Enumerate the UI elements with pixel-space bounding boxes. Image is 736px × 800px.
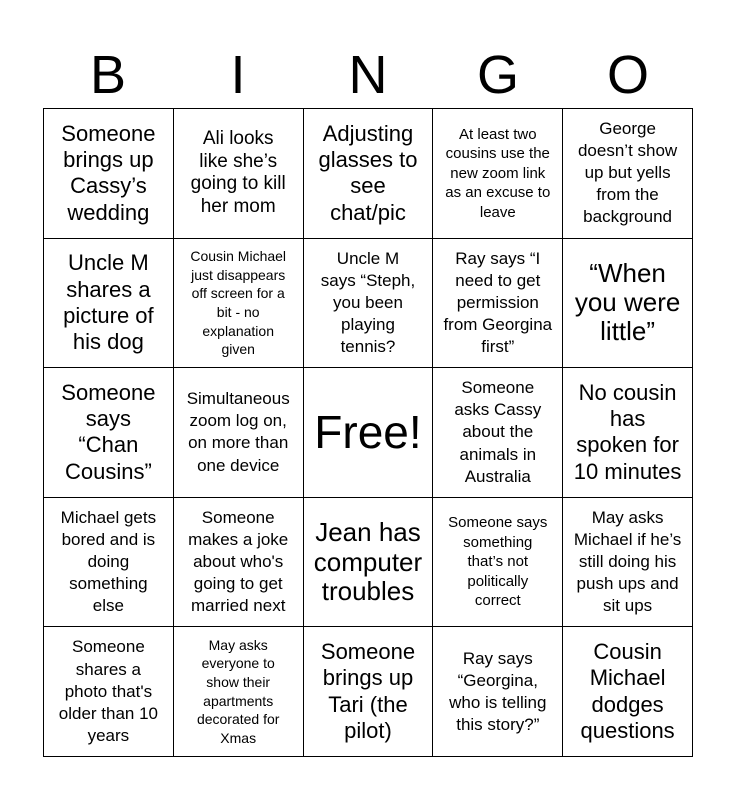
bingo-cell[interactable]: [44, 239, 174, 369]
bingo-cell[interactable]: [433, 109, 563, 239]
bingo-cell-text: George doesn’t show up but yells from the background: [577, 119, 678, 227]
bingo-cell-text: May asks Michael if he’s still doing his push ups and sit ups: [573, 507, 682, 616]
bingo-cell-text: Free!: [314, 406, 422, 459]
bingo-cell[interactable]: [563, 498, 693, 628]
bingo-cell[interactable]: [563, 109, 693, 239]
bingo-free-space[interactable]: [304, 368, 434, 498]
bingo-cell[interactable]: [44, 627, 174, 757]
bingo-cell-text: Simultaneous zoom log on, on more than one device: [186, 389, 290, 475]
bingo-cell-text: Someone says something that’s not politically correct: [448, 514, 548, 610]
bingo-cell-text: May asks everyone to show their apartments decorated for Xmas: [196, 636, 280, 746]
bingo-cell[interactable]: [433, 368, 563, 498]
bingo-cell[interactable]: [304, 627, 434, 757]
bingo-cell-text: At least two cousins use the new zoom link as an excuse to leave: [445, 125, 551, 221]
header-letter-o: O: [606, 45, 649, 105]
bingo-cell[interactable]: [563, 627, 693, 757]
bingo-cell-text: Adjusting glasses to see chat/pic: [318, 120, 418, 225]
bingo-cell-text: Michael gets bored and is doing something else: [60, 507, 157, 616]
bingo-cell[interactable]: [174, 368, 304, 498]
bingo-grid: [43, 108, 693, 757]
bingo-cell-text: Cousin Michael just disappears off screen for a bit - no explanation given: [190, 248, 287, 358]
bingo-cell[interactable]: [174, 109, 304, 239]
bingo-cell[interactable]: [174, 627, 304, 757]
bingo-cell-text: Uncle M says “Steph, you been playing tennis?: [320, 248, 416, 357]
bingo-cell-text: Someone asks Cassy about the animals in Australia: [454, 378, 542, 486]
bingo-cell-text: Someone says “Chan Cousins”: [61, 379, 156, 484]
bingo-cell[interactable]: [174, 498, 304, 628]
header-letter-b: B: [89, 45, 127, 105]
bingo-cell[interactable]: [44, 498, 174, 628]
bingo-cell-text: Someone makes a joke about who's going to get married next: [188, 507, 289, 616]
bingo-cell[interactable]: [304, 498, 434, 628]
bingo-cell[interactable]: [433, 498, 563, 628]
bingo-cell-text: Jean has computer troubles: [313, 517, 423, 606]
bingo-cell-text: Ali looks like she’s going to kill her mom: [190, 128, 286, 217]
bingo-cell-text: Ray says “Georgina, who is telling this story?”: [449, 648, 547, 734]
bingo-header: [43, 42, 693, 108]
bingo-cell-text: Ray says “I need to get permission from Georgina first”: [443, 248, 553, 357]
bingo-cell[interactable]: [433, 627, 563, 757]
bingo-cell-text: No cousin has spoken for 10 minutes: [573, 379, 682, 484]
bingo-cell-text: Uncle M shares a picture of his dog: [63, 250, 154, 355]
bingo-cell-text: Cousin Michael dodges questions: [580, 638, 675, 744]
bingo-cell[interactable]: [563, 239, 693, 369]
bingo-cell[interactable]: [174, 239, 304, 369]
header-letter-i: I: [230, 45, 246, 105]
bingo-cell[interactable]: [44, 109, 174, 239]
bingo-cell-text: “When you were little”: [574, 258, 681, 347]
bingo-cell-text: Someone brings up Tari (the pilot): [320, 638, 416, 744]
bingo-cell-text: Someone brings up Cassy’s wedding: [61, 120, 156, 225]
bingo-cell[interactable]: [433, 239, 563, 369]
bingo-cell[interactable]: [304, 109, 434, 239]
header-letter-g: G: [476, 45, 519, 105]
bingo-cell-text: Someone shares a photo that's older than 10 years: [58, 637, 159, 745]
bingo-cell[interactable]: [304, 239, 434, 369]
bingo-cell[interactable]: [563, 368, 693, 498]
header-letter-n: N: [348, 45, 388, 105]
bingo-cell[interactable]: [44, 368, 174, 498]
